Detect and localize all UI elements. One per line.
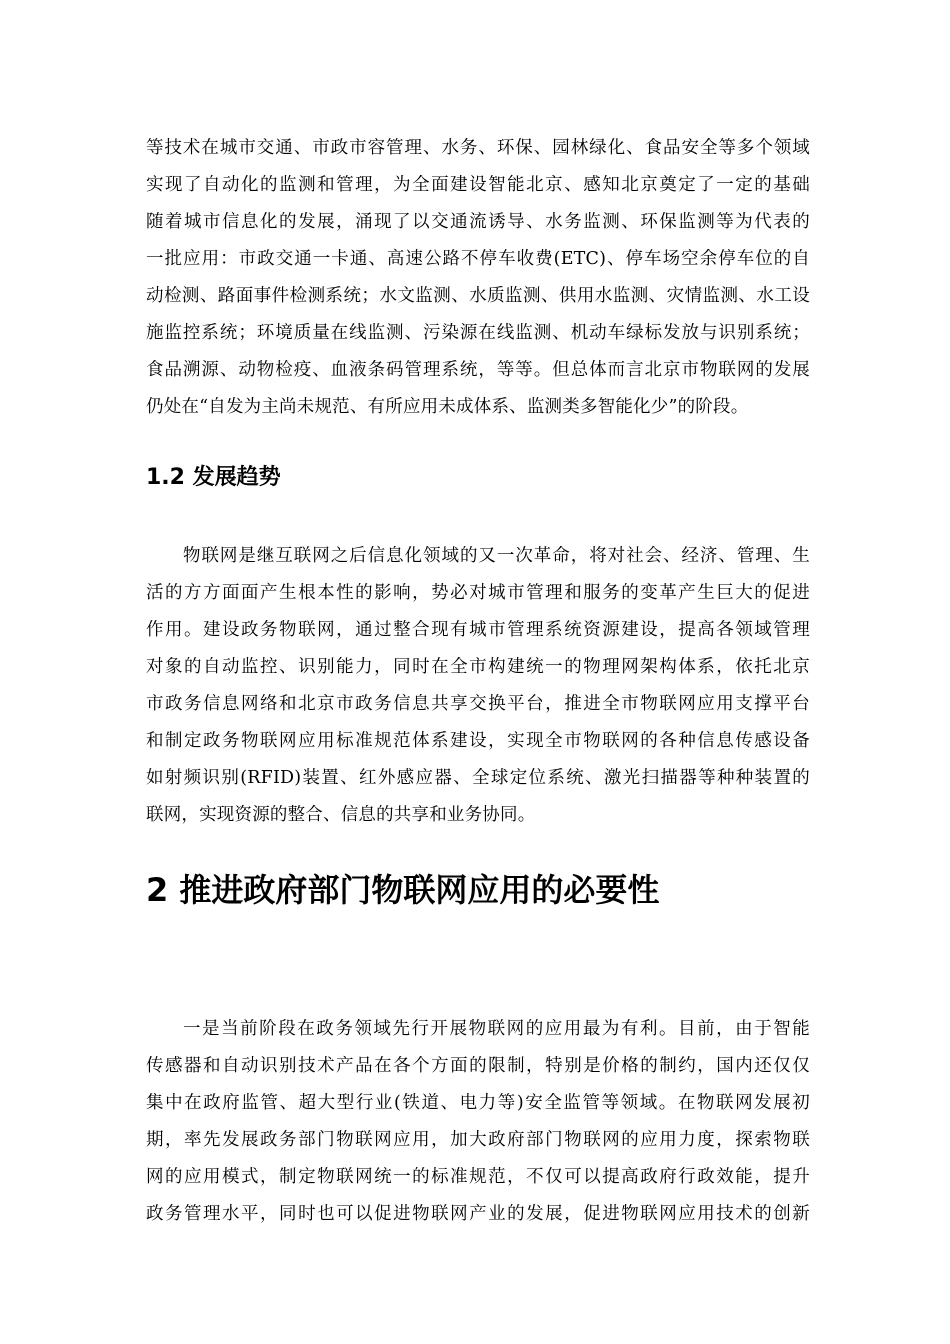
paragraph-line: 等技术在城市交通、市政市容管理、水务、环保、园林绿化、食品安全等多个领域 (146, 138, 810, 158)
paragraph-line: 动检测、路面事件检测系统；水文监测、水质监测、供用水监测、灾情监测、水工设 (146, 286, 810, 306)
paragraph-line: 期，率先发展政务部门物联网应用，加大政府部门物联网的应用力度，探索物联 (146, 1130, 810, 1150)
paragraph-line: 如射频识别(RFID)装置、红外感应器、全球定位系统、激光扫描器等种种装置的 (146, 768, 810, 788)
paragraph-line: 活的方方面面产生根本性的影响，势必对城市管理和服务的变革产生巨大的促进 (146, 583, 810, 603)
paragraph-line: 仍处在“自发为主尚未规范、有所应用未成体系、监测类多智能化少”的阶段。 (146, 397, 749, 417)
paragraph-line: 对象的自动监控、识别能力，同时在全市构建统一的物理网架构体系，依托北京 (146, 657, 810, 677)
paragraph-line: 网的应用模式，制定物联网统一的标准规范，不仅可以提高政府行政效能，提升 (146, 1167, 810, 1187)
chapter-heading: 2 推进政府部门物联网应用的必要性 (146, 871, 660, 909)
paragraph-line: 作用。建设政务物联网，通过整合现有城市管理系统资源建设，提高各领域管理 (146, 620, 810, 640)
paragraph-line: 传感器和自动识别技术产品在各个方面的限制，特别是价格的制约，国内还仅仅 (146, 1056, 810, 1076)
paragraph-line: 和制定政务物联网应用标准规范体系建设，实现全市物联网的各种信息传感设备 (146, 731, 810, 751)
paragraph-line: 物联网是继互联网之后信息化领域的又一次革命，将对社会、经济、管理、生 (183, 546, 810, 566)
paragraph-line: 食品溯源、动物检疫、血液条码管理系统，等等。但总体而言北京市物联网的发展 (146, 360, 810, 380)
paragraph-line: 实现了自动化的监测和管理，为全面建设智能北京、感知北京奠定了一定的基础 (146, 175, 810, 195)
paragraph-line: 一是当前阶段在政务领域先行开展物联网的应用最为有利。目前，由于智能 (183, 1019, 810, 1039)
paragraph-line: 施监控系统；环境质量在线监测、污染源在线监测、机动车绿标发放与识别系统； (146, 323, 810, 343)
paragraph-line: 随着城市信息化的发展，涌现了以交通流诱导、水务监测、环保监测等为代表的 (146, 212, 810, 232)
paragraph-line: 市政务信息网络和北京市政务信息共享交换平台，推进全市物联网应用支撑平台 (146, 694, 810, 714)
paragraph-line: 联网，实现资源的整合、信息的共享和业务协同。 (146, 805, 536, 825)
section-heading: 1.2 发展趋势 (146, 465, 281, 490)
paragraph-line: 政务管理水平，同时也可以促进物联网产业的发展，促进物联网应用技术的创新 (146, 1204, 810, 1224)
paragraph-line: 一批应用：市政交通一卡通、高速公路不停车收费(ETC)、停车场空余停车位的自 (146, 249, 810, 269)
paragraph-line: 集中在政府监管、超大型行业(铁道、电力等)安全监管等领域。在物联网发展初 (146, 1093, 810, 1113)
